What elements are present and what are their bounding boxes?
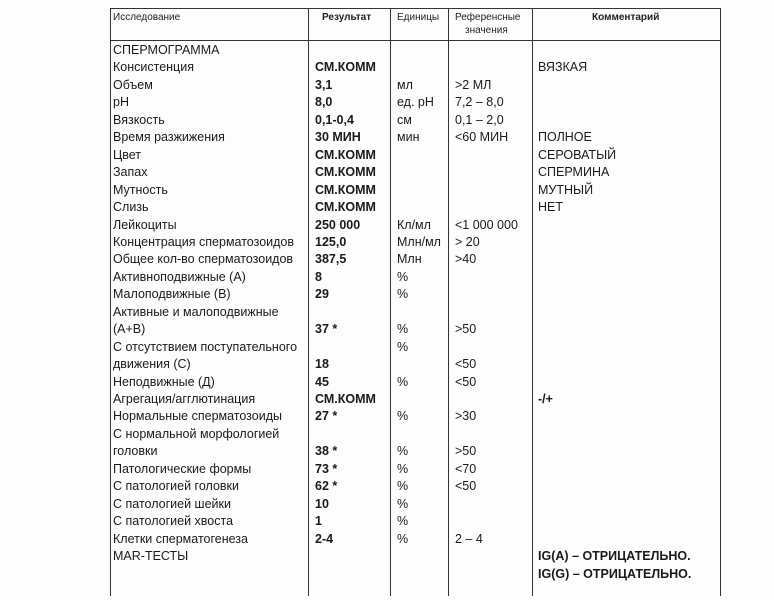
unit-value: % (397, 269, 409, 284)
result-value: 18 (315, 357, 329, 372)
reference-value: <70 (455, 461, 477, 476)
table-left-border (110, 8, 111, 596)
unit-value: % (397, 479, 409, 494)
reference-value: <50 (455, 374, 477, 389)
reference-value: <50 (455, 479, 477, 494)
test-name: Вязкость (113, 112, 165, 127)
comment-value: IG(G) – ОТРИЦАТЕЛЬНО. (538, 566, 692, 581)
result-value: СМ.КОММ (315, 182, 376, 197)
unit-value: см (397, 112, 412, 127)
reference-value: 2 – 4 (455, 531, 483, 546)
reference-value: <50 (455, 357, 477, 372)
result-value: 62 * (315, 479, 338, 494)
comment-value: ВЯЗКАЯ (538, 60, 588, 75)
test-name: движения (С) (113, 357, 191, 372)
reference-value: <60 МИН (455, 130, 509, 145)
result-value: 10 (315, 496, 329, 511)
test-name: Общее кол-во сперматозоидов (113, 252, 294, 267)
test-name: Объем (113, 77, 153, 92)
header-comment: Комментарий (592, 12, 660, 23)
result-value: СМ.КОММ (315, 200, 376, 215)
header-units: Единицы (397, 12, 440, 23)
table-right-border (720, 8, 721, 596)
unit-value: Млн (397, 252, 422, 267)
test-name: С патологией головки (113, 479, 239, 494)
test-name: Лейкоциты (113, 217, 177, 232)
result-value: СМ.КОММ (315, 165, 376, 180)
unit-value: мин (397, 130, 420, 145)
test-name: Мутность (113, 182, 168, 197)
result-value: 73 * (315, 461, 338, 476)
header-reference-line2: значения (465, 25, 508, 36)
result-value: 38 * (315, 444, 338, 459)
unit-value: % (397, 339, 409, 354)
comment-value: СПЕРМИНА (538, 165, 610, 180)
result-value: СМ.КОММ (315, 60, 376, 75)
test-name: Патологические формы (113, 461, 252, 476)
column-divider-result (308, 8, 309, 596)
result-value: 29 (315, 287, 329, 302)
test-name: Нормальные сперматозоиды (113, 409, 282, 424)
unit-value: Млн/мл (397, 234, 441, 249)
result-value: 1 (315, 514, 322, 529)
unit-value: мл (397, 77, 413, 92)
unit-value: Кл/мл (397, 217, 431, 232)
unit-value: % (397, 461, 409, 476)
test-name: Агрегация/агглютинация (113, 392, 256, 406)
test-name: Цвет (113, 147, 142, 162)
unit-value: ед. pH (397, 95, 434, 110)
column-divider-comment (532, 8, 533, 596)
result-value: 250 000 (315, 217, 361, 232)
comment-value: НЕТ (538, 200, 563, 215)
test-name: pH (113, 95, 129, 110)
reference-value: 0,1 – 2,0 (455, 112, 504, 127)
test-name: (А+В) (113, 322, 146, 337)
reference-value: >40 (455, 252, 477, 267)
test-name: Клетки сперматогенеза (113, 531, 248, 546)
unit-value: % (397, 514, 409, 529)
test-name: MAR-ТЕСТЫ (113, 549, 189, 564)
result-value: 2-4 (315, 531, 334, 546)
result-value: 8,0 (315, 95, 333, 110)
header-bottom-border (110, 40, 721, 41)
reference-value: <1 000 000 (455, 217, 518, 232)
comment-value: -/+ (538, 392, 553, 406)
column-divider-ref (448, 8, 449, 596)
unit-value: % (397, 496, 409, 511)
test-name: Активноподвижные (А) (113, 269, 246, 284)
result-value: 30 МИН (315, 130, 361, 145)
unit-value: % (397, 322, 409, 337)
comment-value: ПОЛНОЕ (538, 130, 592, 145)
test-name: Малоподвижные (В) (113, 287, 231, 302)
reference-value: >30 (455, 409, 477, 424)
header-result: Результат (322, 12, 372, 23)
result-value: 125,0 (315, 234, 347, 249)
test-name: Неподвижные (Д) (113, 374, 215, 389)
result-value: 37 * (315, 322, 338, 337)
result-value: 387,5 (315, 252, 347, 267)
unit-value: % (397, 531, 409, 546)
reference-value: > 20 (455, 234, 480, 249)
test-name: Слизь (113, 200, 149, 215)
header-test: Исследование (113, 12, 181, 23)
unit-value: % (397, 409, 409, 424)
comment-value: IG(A) – ОТРИЦАТЕЛЬНО. (538, 549, 691, 564)
test-name: С патологией хвоста (113, 514, 234, 529)
column-divider-units (390, 8, 391, 596)
result-value: 45 (315, 374, 329, 389)
test-name: Время разжижения (113, 130, 225, 145)
result-value: СМ.КОММ (315, 147, 376, 162)
result-value: 3,1 (315, 77, 333, 92)
unit-value: % (397, 444, 409, 459)
result-value: 8 (315, 269, 322, 284)
header-reference: Референсные (455, 12, 521, 23)
test-name: С патологией шейки (113, 496, 231, 511)
reference-value: >50 (455, 322, 477, 337)
result-value: 27 * (315, 409, 338, 424)
result-value: СМ.КОММ (315, 392, 376, 406)
test-name: Активные и малоподвижные (113, 304, 279, 319)
reference-value: >2 МЛ (455, 77, 492, 92)
test-name: Концентрация сперматозоидов (113, 234, 295, 249)
unit-value: % (397, 287, 409, 302)
reference-value: 7,2 – 8,0 (455, 95, 504, 110)
unit-value: % (397, 374, 409, 389)
reference-value: >50 (455, 444, 477, 459)
comment-value: МУТНЫЙ (538, 182, 594, 197)
test-name: С отсутствием поступательного (113, 339, 298, 354)
comment-value: СЕРОВАТЫЙ (538, 147, 617, 162)
test-name: С нормальной морфологией (113, 426, 280, 441)
test-name: Консистенция (113, 60, 194, 75)
test-name: Запах (113, 165, 148, 180)
result-value: 0,1-0,4 (315, 112, 354, 127)
test-name: СПЕРМОГРАММА (113, 43, 220, 57)
test-name: головки (113, 444, 158, 459)
table-top-border (110, 8, 721, 9)
